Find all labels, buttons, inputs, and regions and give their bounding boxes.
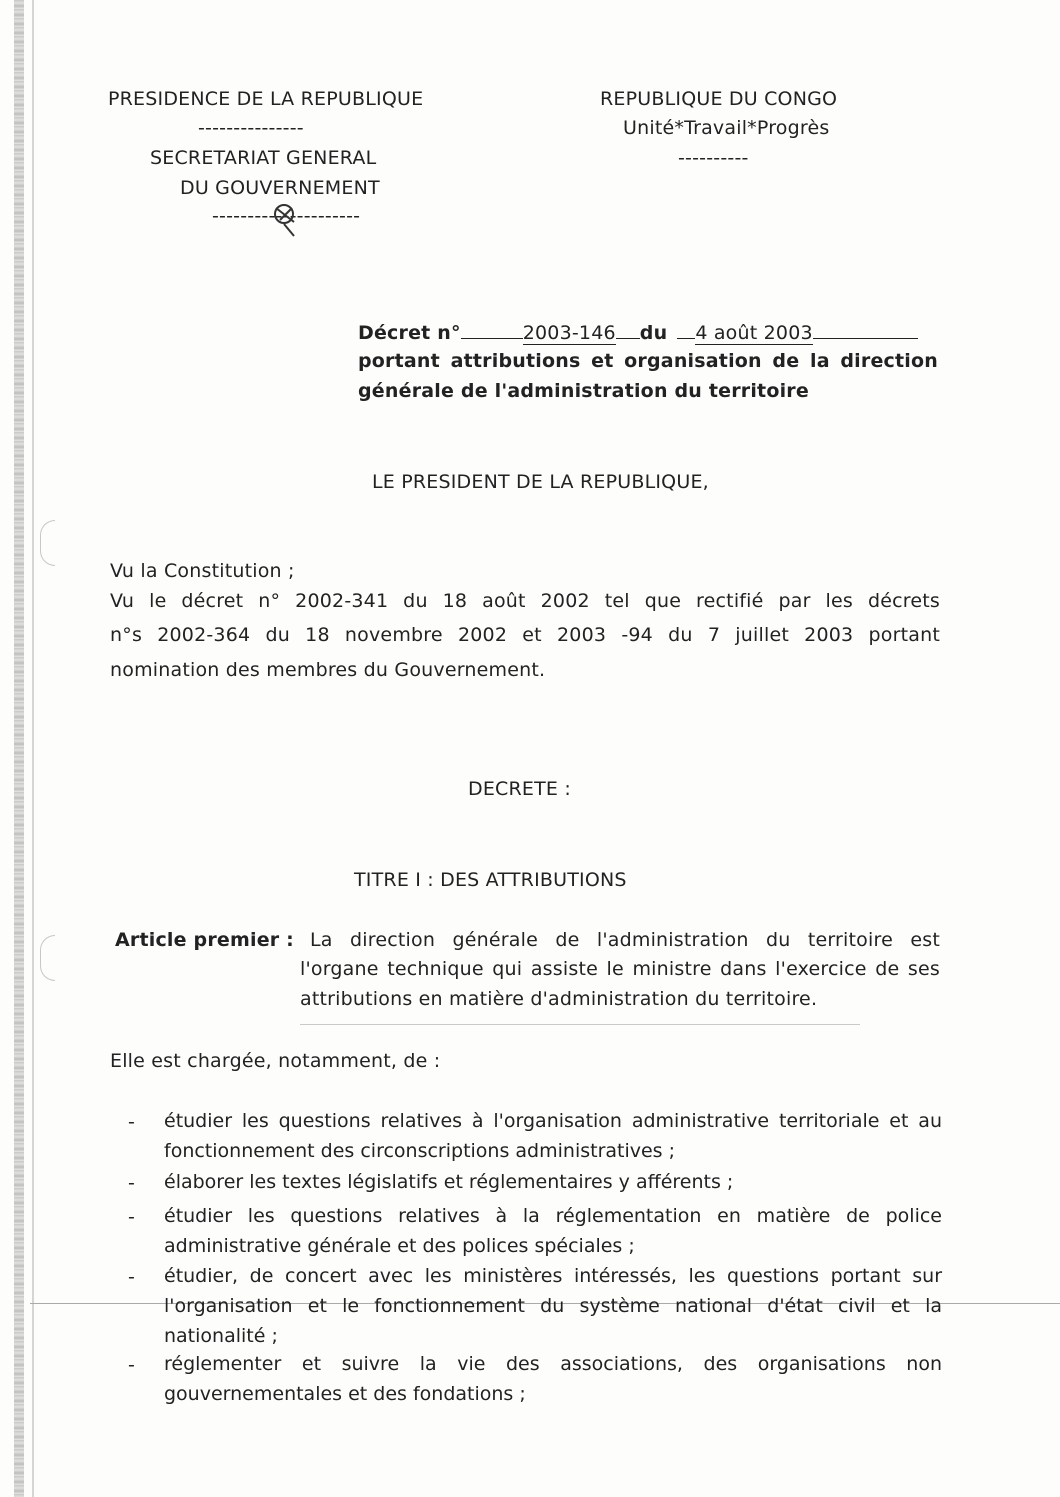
list-bullet: - xyxy=(128,1111,135,1133)
header-republique: REPUBLIQUE DU CONGO xyxy=(600,88,838,110)
list-item: élaborer les textes législatifs et réglementaires y afférents ; xyxy=(164,1171,734,1193)
header-separator: --------------- xyxy=(198,117,304,139)
decree-subject-line2: générale de l'administration du territoire xyxy=(358,380,809,402)
header-presidence: PRESIDENCE DE LA REPUBLIQUE xyxy=(108,88,424,110)
list-item: étudier, de concert avec les ministères intéressés, les questions portant sur l'organisation et le fonctionnement du système national d'état civil et la nationalité ; xyxy=(164,1265,942,1347)
binding-edge xyxy=(14,0,24,1497)
visa-line: n°s 2002-364 du 18 novembre 2002 et 2003 -94 du 7 juillet 2003 portant xyxy=(110,624,940,646)
header-separator: ---------- xyxy=(678,147,749,169)
list-bullet: - xyxy=(128,1354,135,1376)
scan-line xyxy=(300,1024,860,1025)
decree-prefix: Décret n° xyxy=(358,322,461,344)
punch-hole xyxy=(40,935,55,981)
list-bullet: - xyxy=(128,1206,135,1228)
article-text-line: l'organe technique qui assiste le ministre dans l'exercice de ses xyxy=(300,958,940,980)
header-secretariat: SECRETARIAT GENERAL xyxy=(150,147,377,169)
list-item: réglementer et suivre la vie des associations, des organisations non gouvernementales et des fondations ; xyxy=(164,1353,942,1405)
president-heading: LE PRESIDENT DE LA REPUBLIQUE, xyxy=(372,471,709,493)
binding-edge-line xyxy=(32,0,34,1497)
decrete-heading: DECRETE : xyxy=(468,778,571,800)
punch-hole xyxy=(40,520,55,566)
article-text-line: attributions en matière d'administration du territoire. xyxy=(300,988,818,1010)
decree-du: du xyxy=(639,322,668,344)
decree-number: 2003-146 xyxy=(522,322,616,344)
header-motto: Unité*Travail*Progrès xyxy=(623,117,830,139)
visa-line: Vu le décret n° 2002-341 du 18 août 2002 tel que rectifié par les décrets xyxy=(110,590,940,612)
header-separator: --------------------- xyxy=(212,205,361,227)
article-text-line: La direction générale de l'administration du territoire est xyxy=(310,929,940,951)
list-item: étudier les questions relatives à la réglementation en matière de police administrative générale et des polices spéciales ; xyxy=(164,1205,942,1257)
header-gouvernement: DU GOUVERNEMENT xyxy=(180,177,380,199)
initials-mark-icon xyxy=(268,198,302,238)
decree-date: 4 août 2003 xyxy=(695,322,813,344)
list-bullet: - xyxy=(128,1172,135,1194)
list-bullet: - xyxy=(128,1266,135,1288)
visa-line: nomination des membres du Gouvernement. xyxy=(110,659,546,681)
article-label: Article premier : xyxy=(115,929,294,951)
decree-subject-line1: portant attributions et organisation de la direction xyxy=(358,350,938,372)
charged-intro: Elle est chargée, notamment, de : xyxy=(110,1050,441,1072)
decree-number-line xyxy=(358,322,918,344)
list-item: étudier les questions relatives à l'organisation administrative territoriale et au fonctionnement des circonscriptions administratives ; xyxy=(164,1110,942,1162)
visa-line: Vu la Constitution ; xyxy=(110,560,295,582)
titre-heading: TITRE I : DES ATTRIBUTIONS xyxy=(354,869,627,891)
